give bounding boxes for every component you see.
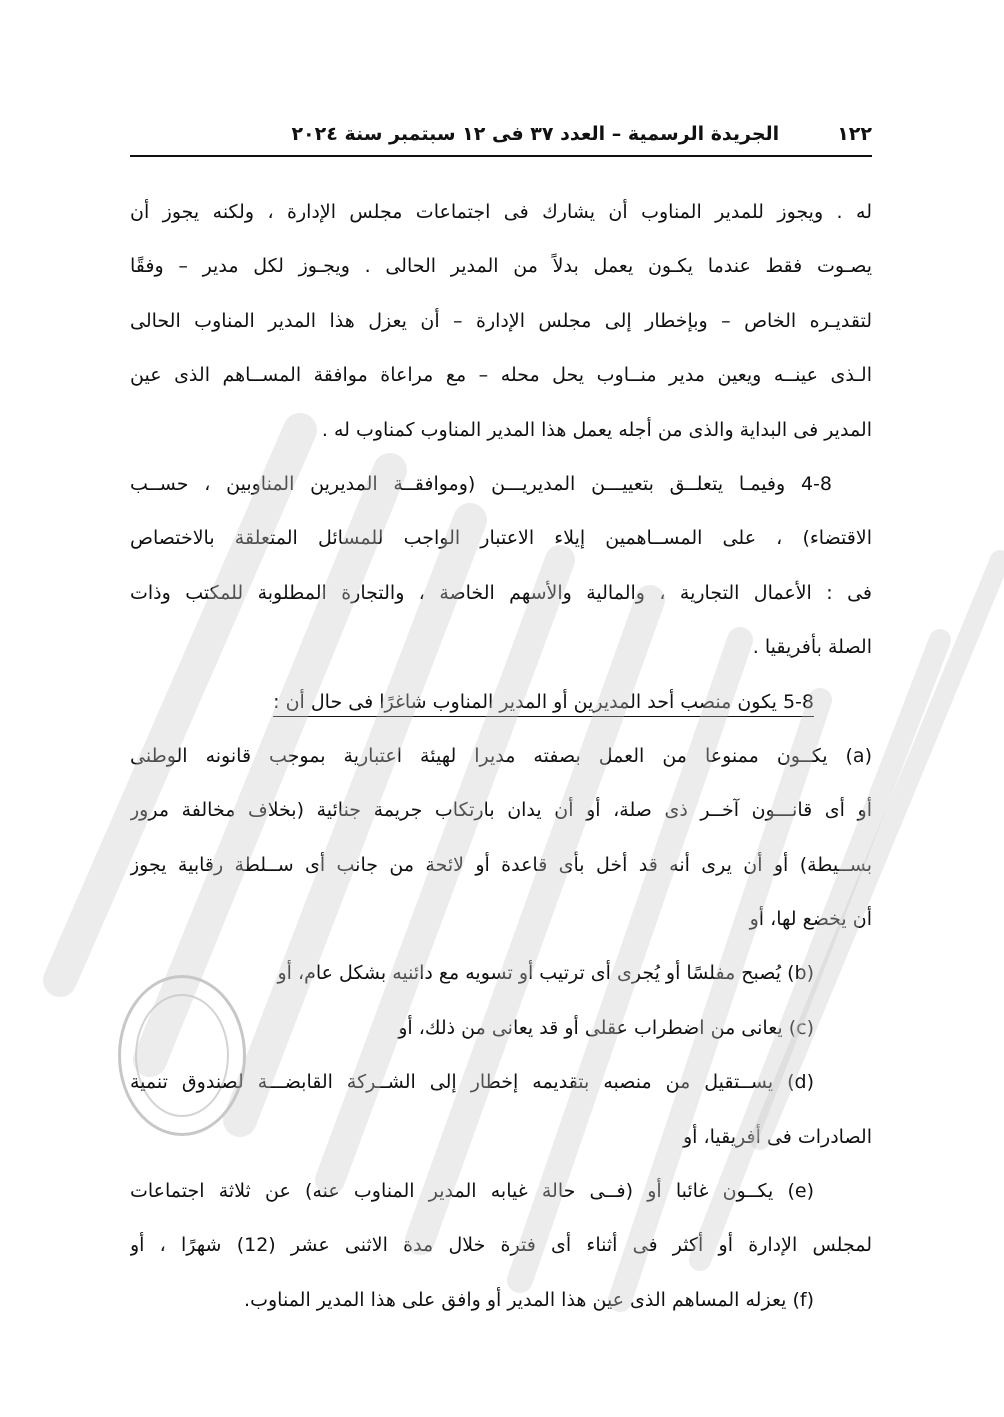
text-line: فى : الأعمال التجارية ، والمالية والأسهم الخاصة ، والتجارة المطلوبة للمكتب وذات [130,581,872,604]
text-line: لتقديـره الخاص – وبإخطار إلى مجلس الإدارة – أن يعزل هذا المدير المناوب الحالى [130,309,872,332]
item-b-line: (b) يُصبح مفلسًا أو يُجرى أى ترتيب أو تسويه مع دائنيه بشكل عام، أو [277,962,814,985]
item-e-line: (e) يكــون غائبا أو (فــى حالة غيابه المدير المناوب عنه) عن ثلاثة اجتماعات [130,1180,814,1203]
clause-4-8-line: 4-8 وفيمـا يتعلــق بتعييـــن المديريـــن (وموافقــة المديرين المناوبين ، حســب [130,472,832,495]
text-line: بســيطة) أو أن يرى أنه قد أخل بأى قاعدة أو لائحة من جانب أى ســلطة رقابية يجوز [130,853,872,876]
item-f-line: (f) يعزله المساهم الذى عين هذا المدير أو وافق على هذا المدير المناوب. [244,1288,814,1311]
item-a-line: (a) يكــون ممنوعا من العمل بصفته مديرا لهيئة اعتبارية بموجب قانونه الوطنى [130,744,872,767]
item-c-line: (c) يعانى من اضطراب عقلى أو قد يعانى من ذلك، أو [398,1016,814,1039]
header-rule [130,155,872,157]
clause-5-8-heading: 5-8 يكون منصب أحد المديرين أو المدير المناوب شاغرًا فى حال أن : [273,690,814,713]
official-seal-stamp [118,975,246,1136]
text-line: لمجلس الإدارة أو أكثر فى أثناء أى فترة خلال مدة الاثنى عشر (12) شهرًا ، أو [130,1234,872,1257]
clause-5-8-line [130,675,872,729]
text-line: يصـوت فقط عندما يكـون يعمل بدلاً من المدير الحالى . ويجـوز لكل مدير – وفقًا [130,255,872,278]
page-header [130,114,872,154]
text-line: له . ويجوز للمدير المناوب أن يشارك فى اجتماعات مجلس الإدارة ، ولكنه يجوز أن [130,201,872,223]
text-line: الصادرات فى أفريقيا، أو [682,1125,872,1148]
text-line: أو أى قانـــون آخــر ذى صلة، أو أن يدان بارتكاب جريمة جنائية (بخلاف مخالفة مرور [130,799,872,822]
header-title: الجريدة الرسمية – العدد ٣٧ فى ١٢ سبتمبر سنة ٢٠٢٤ [291,123,780,145]
text-line: الصلة بأفريقيا . [752,636,872,659]
text-line: المدير فى البداية والذى من أجله يعمل هذا المدير المناوب كمناوب له . [321,418,872,441]
body-text [130,185,872,1327]
item-d-line: (d) يســتقيل من منصبه بتقديمه إخطار إلى الشــركة القابضـــة لصندوق تنمية [130,1071,814,1094]
page-number: ١٢٢ [837,123,872,145]
text-line: الاقتضاء) ، على المســاهمين إيلاء الاعتبار الواجب للمسائل المتعلقة بالاختصاص [130,527,872,550]
text-line: أن يخضع لها، أو [749,908,872,931]
text-line: الـذى عينــه ويعين مدير منــاوب يحل محله – مع مراعاة موافقة المســاهم الذى عين [130,364,872,387]
